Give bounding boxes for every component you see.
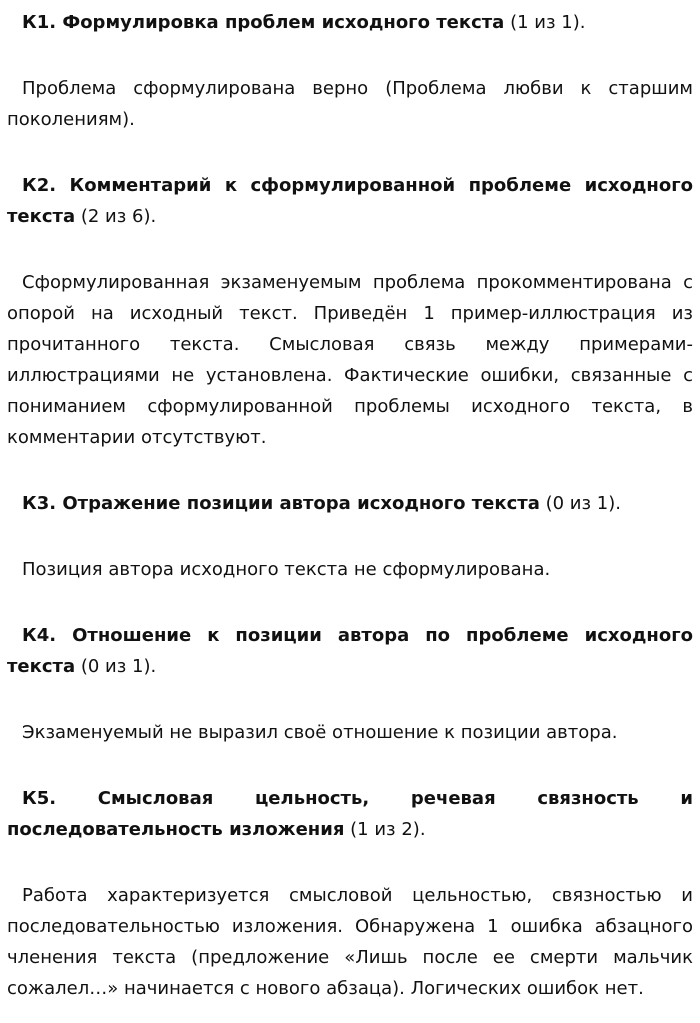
criterion-k2-score: (2 из 6). [80,206,157,227]
criterion-k1-comment: Проблема сформулирована верно (Проблема любви к старшим поколениям). [7,78,693,130]
criterion-k1-score: (1 из 1). [510,12,586,33]
criterion-k1-title: К1. Формулировка проблем исходного текста [22,12,505,33]
evaluation-document [7,7,693,1004]
criterion-k3-comment: Позиция автора исходного текста не сформулирована. [22,559,551,580]
criterion-k2-title: К2. Комментарий к сформулированной проблеме исходного текста [7,175,693,227]
criterion-k2-heading [7,170,693,232]
criterion-k5-title: К5. Смысловая цельность, речевая связность и последовательность изложения [7,788,693,840]
criterion-k4-heading [7,620,693,682]
criterion-k2-comment: Сформулированная экзаменуемым проблема прокомментирована с опорой на исходный текст. Приведён 1 пример-иллюстрация из прочитанного текста. Смысловая связь между примерами-иллюстрациями не установлена. Фактические ошибки, связанные с пониманием сформулированной проблемы исходного текста, в комментарии отсутствуют. [7,272,693,448]
criterion-k4-title: К4. Отношение к позиции автора по проблеме исходного текста [7,625,693,677]
criterion-k1-heading [7,7,693,38]
criterion-k5-score: (1 из 2). [350,819,426,840]
criterion-k5-heading [7,783,693,845]
criterion-k4-score: (0 из 1). [80,656,157,677]
criterion-k3-title: К3. Отражение позиции автора исходного текста [22,493,540,514]
criterion-k4-comment: Экзаменуемый не выразил своё отношение к позиции автора. [22,722,618,743]
criterion-k5-comment: Работа характеризуется смысловой цельностью, связностью и последовательностью изложения. Обнаружена 1 ошибка абзацного членения текста (предложение «Лишь после ее смерти мальчик сожалел…» начинается с нового абзаца). Логических ошибок нет. [7,885,693,999]
criterion-k3-heading [7,488,693,519]
criterion-k3-score: (0 из 1). [545,493,621,514]
